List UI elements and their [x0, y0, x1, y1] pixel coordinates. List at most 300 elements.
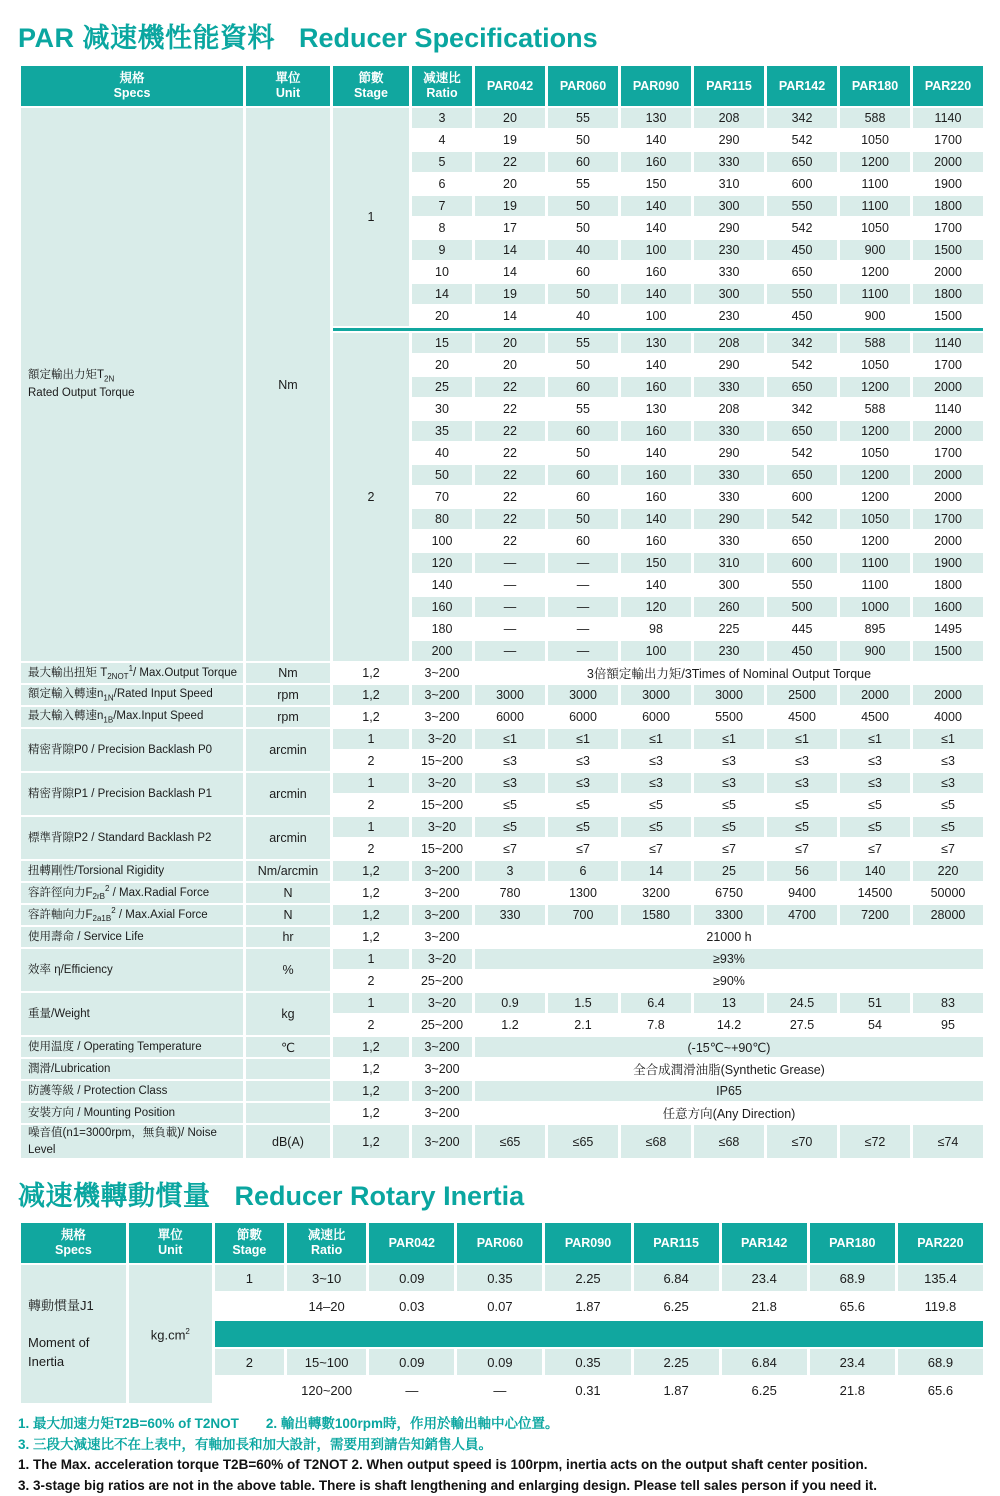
- value-cell: 3000: [621, 685, 691, 705]
- value-cell: ≤5: [767, 795, 837, 815]
- ratio-cell: 70: [412, 487, 472, 507]
- value-cell: 230: [694, 240, 764, 260]
- value-cell: 1100: [840, 575, 910, 595]
- value-cell: 56: [767, 861, 837, 881]
- value-cell: —: [548, 597, 618, 617]
- ratio-cell: 20: [412, 355, 472, 375]
- value-cell: 2000: [913, 465, 983, 485]
- value-cell: 6.84: [722, 1349, 807, 1375]
- stage-cell: 1,2: [333, 707, 409, 727]
- value-cell: 1050: [840, 355, 910, 375]
- table-row: [21, 1059, 983, 1079]
- ratio-cell: 3~20: [412, 729, 472, 749]
- row-label-standard-backlash-p2: 標準背隙P2 / Standard Backlash P2: [21, 817, 243, 859]
- value-cell: ≤1: [548, 729, 618, 749]
- stage-cell: [215, 1377, 284, 1403]
- col-header-stage: 節數 Stage: [215, 1223, 284, 1263]
- stage-cell: 1: [333, 949, 409, 969]
- ratio-cell: 15: [412, 333, 472, 353]
- ratio-cell: 35: [412, 421, 472, 441]
- span-value-cell: 21000 h: [475, 927, 983, 947]
- value-cell: 0.09: [457, 1349, 542, 1375]
- value-cell: 1500: [913, 306, 983, 326]
- inertia-title-en: Reducer Rotary Inertia: [234, 1181, 525, 1212]
- value-cell: 21.8: [810, 1377, 895, 1403]
- value-cell: 135.4: [898, 1265, 983, 1291]
- value-cell: 6000: [548, 707, 618, 727]
- span-value-cell: 任意方向(Any Direction): [475, 1103, 983, 1123]
- stage-cell: 1,2: [333, 883, 409, 903]
- value-cell: ≤65: [548, 1125, 618, 1158]
- value-cell: 6000: [475, 707, 545, 727]
- value-cell: ≤3: [840, 773, 910, 793]
- value-cell: 1500: [913, 641, 983, 661]
- value-cell: 310: [694, 174, 764, 194]
- value-cell: 1050: [840, 443, 910, 463]
- value-cell: 542: [767, 355, 837, 375]
- value-cell: 1050: [840, 509, 910, 529]
- stage-cell: 1,2: [333, 1125, 409, 1158]
- value-cell: 1100: [840, 174, 910, 194]
- value-cell: 0.09: [369, 1265, 454, 1291]
- value-cell: ≤5: [475, 795, 545, 815]
- value-cell: ≤7: [694, 839, 764, 859]
- value-cell: 13: [694, 993, 764, 1013]
- table-row: [21, 927, 983, 947]
- value-cell: ≤1: [475, 729, 545, 749]
- inertia-title-zh: 减速機轉動慣量: [18, 1181, 211, 1212]
- value-cell: 330: [694, 377, 764, 397]
- table-row: [21, 729, 983, 749]
- value-cell: 6.25: [634, 1293, 719, 1319]
- ratio-cell: 3~200: [412, 861, 472, 881]
- row-label-max-axial-force: 容許軸向力$F_{2a1B}^2$ / Max.Axial Force: [21, 905, 243, 925]
- stage-cell: 2: [333, 795, 409, 815]
- col-header-stage: 節數 Stage: [333, 66, 409, 106]
- value-cell: 588: [840, 399, 910, 419]
- row-label-rated-input-speed: 額定輸入轉速$n_{1N}$/Rated Input Speed: [21, 685, 243, 705]
- value-cell: 1140: [913, 399, 983, 419]
- value-cell: 290: [694, 443, 764, 463]
- value-cell: 55: [548, 399, 618, 419]
- col-header-specs: 規格 Specs: [21, 66, 243, 106]
- row-label-weight: 重量/Weight: [21, 993, 243, 1035]
- value-cell: 4500: [840, 707, 910, 727]
- ratio-cell: 100: [412, 531, 472, 551]
- ratio-cell: 140: [412, 575, 472, 595]
- value-cell: 1000: [840, 597, 910, 617]
- stage-cell: 1,2: [333, 861, 409, 881]
- col-header-par060: PAR060: [457, 1223, 542, 1263]
- table-row: [21, 1265, 983, 1291]
- table-row: [21, 1037, 983, 1057]
- stage-cell: 1: [215, 1265, 284, 1291]
- value-cell: 1700: [913, 443, 983, 463]
- value-cell: 900: [840, 306, 910, 326]
- table-row: [21, 861, 983, 881]
- value-cell: 23.4: [722, 1265, 807, 1291]
- value-cell: 542: [767, 130, 837, 150]
- value-cell: ≤1: [840, 729, 910, 749]
- value-cell: 550: [767, 284, 837, 304]
- unit-cell: Nm/arcmin: [246, 861, 330, 881]
- value-cell: ≤3: [767, 751, 837, 771]
- ratio-cell: 3~20: [412, 993, 472, 1013]
- value-cell: 130: [621, 399, 691, 419]
- value-cell: ≤3: [913, 773, 983, 793]
- value-cell: 650: [767, 377, 837, 397]
- span-value-cell: IP65: [475, 1081, 983, 1101]
- rotary-inertia-table: [18, 1221, 986, 1405]
- spec-table-title: [18, 16, 986, 55]
- value-cell: 2000: [913, 421, 983, 441]
- value-cell: 50: [548, 196, 618, 216]
- value-cell: 50000: [913, 883, 983, 903]
- value-cell: 0.03: [369, 1293, 454, 1319]
- value-cell: 22: [475, 487, 545, 507]
- value-cell: 22: [475, 531, 545, 551]
- value-cell: 588: [840, 108, 910, 128]
- value-cell: 23.4: [810, 1349, 895, 1375]
- value-cell: ≤65: [475, 1125, 545, 1158]
- value-cell: 65.6: [898, 1377, 983, 1403]
- value-cell: —: [548, 575, 618, 595]
- value-cell: 650: [767, 262, 837, 282]
- value-cell: 330: [694, 421, 764, 441]
- spec-title-zh: PAR 减速機性能資料: [18, 23, 276, 53]
- value-cell: 50: [548, 218, 618, 238]
- value-cell: 1800: [913, 284, 983, 304]
- value-cell: ≤3: [767, 773, 837, 793]
- ratio-cell: 3~200: [412, 1059, 472, 1079]
- value-cell: 22: [475, 152, 545, 172]
- col-header-par115: PAR115: [634, 1223, 719, 1263]
- col-header-ratio: 减速比 Ratio: [412, 66, 472, 106]
- value-cell: 160: [621, 465, 691, 485]
- value-cell: ≤68: [621, 1125, 691, 1158]
- unit-cell: ℃: [246, 1037, 330, 1057]
- value-cell: 22: [475, 443, 545, 463]
- unit-cell: rpm: [246, 685, 330, 705]
- value-cell: 160: [621, 531, 691, 551]
- value-cell: 330: [694, 531, 764, 551]
- header-row: [21, 1223, 983, 1263]
- value-cell: 500: [767, 597, 837, 617]
- value-cell: 7200: [840, 905, 910, 925]
- value-cell: 780: [475, 883, 545, 903]
- ratio-cell: 3~200: [412, 905, 472, 925]
- value-cell: 1300: [548, 883, 618, 903]
- value-cell: 1495: [913, 619, 983, 639]
- value-cell: 0.07: [457, 1293, 542, 1319]
- stage-cell: 1: [333, 993, 409, 1013]
- value-cell: ≤7: [913, 839, 983, 859]
- value-cell: 1.5: [548, 993, 618, 1013]
- value-cell: —: [475, 597, 545, 617]
- value-cell: ≤5: [694, 817, 764, 837]
- value-cell: ≤5: [840, 817, 910, 837]
- table-row: [21, 685, 983, 705]
- stage-cell: 2: [333, 971, 409, 991]
- stage-cell: 2: [333, 333, 409, 661]
- table-row: [21, 817, 983, 837]
- value-cell: 1700: [913, 355, 983, 375]
- value-cell: ≤7: [840, 839, 910, 859]
- value-cell: 1800: [913, 196, 983, 216]
- ratio-cell: 20: [412, 306, 472, 326]
- inertia-table-title: [18, 1174, 986, 1213]
- table-row: [21, 663, 983, 683]
- ratio-cell: 30: [412, 399, 472, 419]
- ratio-cell: 15~100: [287, 1349, 366, 1375]
- value-cell: 27.5: [767, 1015, 837, 1035]
- value-cell: 50: [548, 130, 618, 150]
- value-cell: 3000: [475, 685, 545, 705]
- value-cell: 7.8: [621, 1015, 691, 1035]
- value-cell: 50: [548, 443, 618, 463]
- footnote-en-1: 1. The Max. acceleration torque T2B=60% of T2NOT 2. When output speed is 100rpm, inertia acts on the output shaft center position.: [18, 1457, 868, 1473]
- value-cell: ≤70: [767, 1125, 837, 1158]
- value-cell: 2000: [913, 685, 983, 705]
- value-cell: 220: [913, 861, 983, 881]
- value-cell: 330: [694, 262, 764, 282]
- table-row: [21, 1081, 983, 1101]
- reducer-specifications-table: [18, 64, 986, 1160]
- value-cell: 54: [840, 1015, 910, 1035]
- col-header-par180: PAR180: [840, 66, 910, 106]
- value-cell: 55: [548, 333, 618, 353]
- value-cell: 2000: [840, 685, 910, 705]
- value-cell: 542: [767, 218, 837, 238]
- value-cell: 542: [767, 443, 837, 463]
- value-cell: 140: [621, 355, 691, 375]
- unit-cell: [246, 1103, 330, 1123]
- value-cell: 330: [694, 152, 764, 172]
- value-cell: 260: [694, 597, 764, 617]
- value-cell: 330: [475, 905, 545, 925]
- value-cell: 450: [767, 306, 837, 326]
- value-cell: ≤5: [548, 795, 618, 815]
- col-header-par060: PAR060: [548, 66, 618, 106]
- value-cell: ≤7: [767, 839, 837, 859]
- value-cell: 6.4: [621, 993, 691, 1013]
- value-cell: 40: [548, 306, 618, 326]
- stage-divider-line: [215, 1321, 983, 1347]
- value-cell: 208: [694, 333, 764, 353]
- row-label-precision-backlash-p0: 精密背隙P0 / Precision Backlash P0: [21, 729, 243, 771]
- value-cell: 700: [548, 905, 618, 925]
- col-header-par220: PAR220: [898, 1223, 983, 1263]
- value-cell: ≤5: [913, 817, 983, 837]
- value-cell: 0.35: [545, 1349, 630, 1375]
- value-cell: 1.2: [475, 1015, 545, 1035]
- value-cell: —: [475, 553, 545, 573]
- unit-cell: Nm: [246, 108, 330, 661]
- value-cell: 160: [621, 377, 691, 397]
- value-cell: —: [548, 641, 618, 661]
- value-cell: ≤1: [694, 729, 764, 749]
- ratio-cell: 9: [412, 240, 472, 260]
- value-cell: 1200: [840, 377, 910, 397]
- col-header-par090: PAR090: [621, 66, 691, 106]
- value-cell: 3: [475, 861, 545, 881]
- span-value-cell: 全合成潤滑油脂(Synthetic Grease): [475, 1059, 983, 1079]
- value-cell: 19: [475, 196, 545, 216]
- table-row: [21, 1125, 983, 1158]
- value-cell: 600: [767, 174, 837, 194]
- value-cell: ≤1: [621, 729, 691, 749]
- unit-cell: [246, 1059, 330, 1079]
- unit-cell: [246, 1081, 330, 1101]
- value-cell: 6750: [694, 883, 764, 903]
- value-cell: 2000: [913, 531, 983, 551]
- value-cell: 600: [767, 487, 837, 507]
- value-cell: 160: [621, 487, 691, 507]
- ratio-cell: 3~20: [412, 773, 472, 793]
- row-label-rated-output-torque: 額定輸出力矩$T_{2N}$ Rated Output Torque: [21, 108, 243, 661]
- value-cell: 14: [475, 262, 545, 282]
- value-cell: 17: [475, 218, 545, 238]
- value-cell: 2000: [913, 487, 983, 507]
- value-cell: 140: [621, 575, 691, 595]
- value-cell: —: [548, 553, 618, 573]
- value-cell: 1200: [840, 262, 910, 282]
- value-cell: 300: [694, 196, 764, 216]
- value-cell: —: [475, 575, 545, 595]
- value-cell: 290: [694, 218, 764, 238]
- inertia-table-grid: [18, 1221, 986, 1405]
- value-cell: 4000: [913, 707, 983, 727]
- unit-cell: N: [246, 905, 330, 925]
- value-cell: 900: [840, 240, 910, 260]
- value-cell: 0.31: [545, 1377, 630, 1403]
- value-cell: 50: [548, 284, 618, 304]
- value-cell: 1.87: [634, 1377, 719, 1403]
- value-cell: 22: [475, 377, 545, 397]
- value-cell: 130: [621, 108, 691, 128]
- value-cell: 330: [694, 465, 764, 485]
- value-cell: 0.09: [369, 1349, 454, 1375]
- value-cell: ≤1: [767, 729, 837, 749]
- value-cell: ≤5: [475, 817, 545, 837]
- value-cell: ≤3: [621, 751, 691, 771]
- ratio-cell: 3~200: [412, 685, 472, 705]
- col-header-unit: 單位 Unit: [246, 66, 330, 106]
- value-cell: 550: [767, 575, 837, 595]
- value-cell: 60: [548, 421, 618, 441]
- footnotes: [18, 1414, 986, 1495]
- table-row: [21, 905, 983, 925]
- ratio-cell: 6: [412, 174, 472, 194]
- value-cell: —: [475, 641, 545, 661]
- value-cell: 4500: [767, 707, 837, 727]
- value-cell: 450: [767, 641, 837, 661]
- table-row: [21, 108, 983, 128]
- stage-cell: 1: [333, 108, 409, 326]
- value-cell: 300: [694, 284, 764, 304]
- ratio-cell: 3~200: [412, 1081, 472, 1101]
- ratio-cell: 80: [412, 509, 472, 529]
- value-cell: 2000: [913, 262, 983, 282]
- stage-cell: [215, 1293, 284, 1319]
- table-row: [21, 707, 983, 727]
- unit-cell: arcmin: [246, 729, 330, 771]
- value-cell: ≤5: [621, 817, 691, 837]
- value-cell: 0.35: [457, 1265, 542, 1291]
- value-cell: ≤1: [913, 729, 983, 749]
- value-cell: 140: [621, 284, 691, 304]
- value-cell: 4700: [767, 905, 837, 925]
- spec-title-en: Reducer Specifications: [299, 23, 598, 53]
- value-cell: 330: [694, 487, 764, 507]
- stage-cell: 2: [333, 1015, 409, 1035]
- value-cell: ≤68: [694, 1125, 764, 1158]
- value-cell: 895: [840, 619, 910, 639]
- value-cell: ≤74: [913, 1125, 983, 1158]
- value-cell: 19: [475, 284, 545, 304]
- ratio-cell: 3~200: [412, 663, 472, 683]
- ratio-cell: 120: [412, 553, 472, 573]
- value-cell: 650: [767, 421, 837, 441]
- value-cell: 55: [548, 174, 618, 194]
- value-cell: 60: [548, 377, 618, 397]
- value-cell: 3000: [694, 685, 764, 705]
- value-cell: —: [548, 619, 618, 639]
- value-cell: 160: [621, 152, 691, 172]
- ratio-cell: 50: [412, 465, 472, 485]
- value-cell: 6.84: [634, 1265, 719, 1291]
- value-cell: ≤3: [694, 751, 764, 771]
- row-label-precision-backlash-p1: 精密背隙P1 / Precision Backlash P1: [21, 773, 243, 815]
- row-label-torsional-rigidity: 扭轉剛性/Torsional Rigidity: [21, 861, 243, 881]
- ratio-cell: 5: [412, 152, 472, 172]
- row-label-max-input-speed: 最大輸入轉速$n_{1B}/Max.Input$ Speed: [21, 707, 243, 727]
- value-cell: 3300: [694, 905, 764, 925]
- value-cell: 9400: [767, 883, 837, 903]
- value-cell: 1050: [840, 130, 910, 150]
- value-cell: 208: [694, 399, 764, 419]
- unit-cell: hr: [246, 927, 330, 947]
- unit-cell: N: [246, 883, 330, 903]
- value-cell: 1100: [840, 284, 910, 304]
- value-cell: 83: [913, 993, 983, 1013]
- ratio-cell: 15~200: [412, 795, 472, 815]
- value-cell: ≤3: [694, 773, 764, 793]
- value-cell: 100: [621, 641, 691, 661]
- ratio-cell: 4: [412, 130, 472, 150]
- table-row: [21, 1103, 983, 1123]
- ratio-cell: 3~200: [412, 707, 472, 727]
- ratio-cell: 7: [412, 196, 472, 216]
- value-cell: ≤5: [767, 817, 837, 837]
- ratio-cell: 200: [412, 641, 472, 661]
- value-cell: 60: [548, 487, 618, 507]
- value-cell: 1700: [913, 509, 983, 529]
- col-header-par180: PAR180: [810, 1223, 895, 1263]
- value-cell: 22: [475, 509, 545, 529]
- value-cell: 2000: [913, 152, 983, 172]
- stage-cell: 1,2: [333, 663, 409, 683]
- value-cell: 50: [548, 509, 618, 529]
- value-cell: 1200: [840, 465, 910, 485]
- value-cell: 25: [694, 861, 764, 881]
- footnote-zh-2: 3. 三段大減速比不在上表中，有軸加長和加大設計，需要用到請告知銷售人員。: [18, 1436, 493, 1452]
- col-header-par220: PAR220: [913, 66, 983, 106]
- ratio-cell: 3~200: [412, 927, 472, 947]
- col-header-par142: PAR142: [767, 66, 837, 106]
- value-cell: 2.1: [548, 1015, 618, 1035]
- value-cell: 20: [475, 108, 545, 128]
